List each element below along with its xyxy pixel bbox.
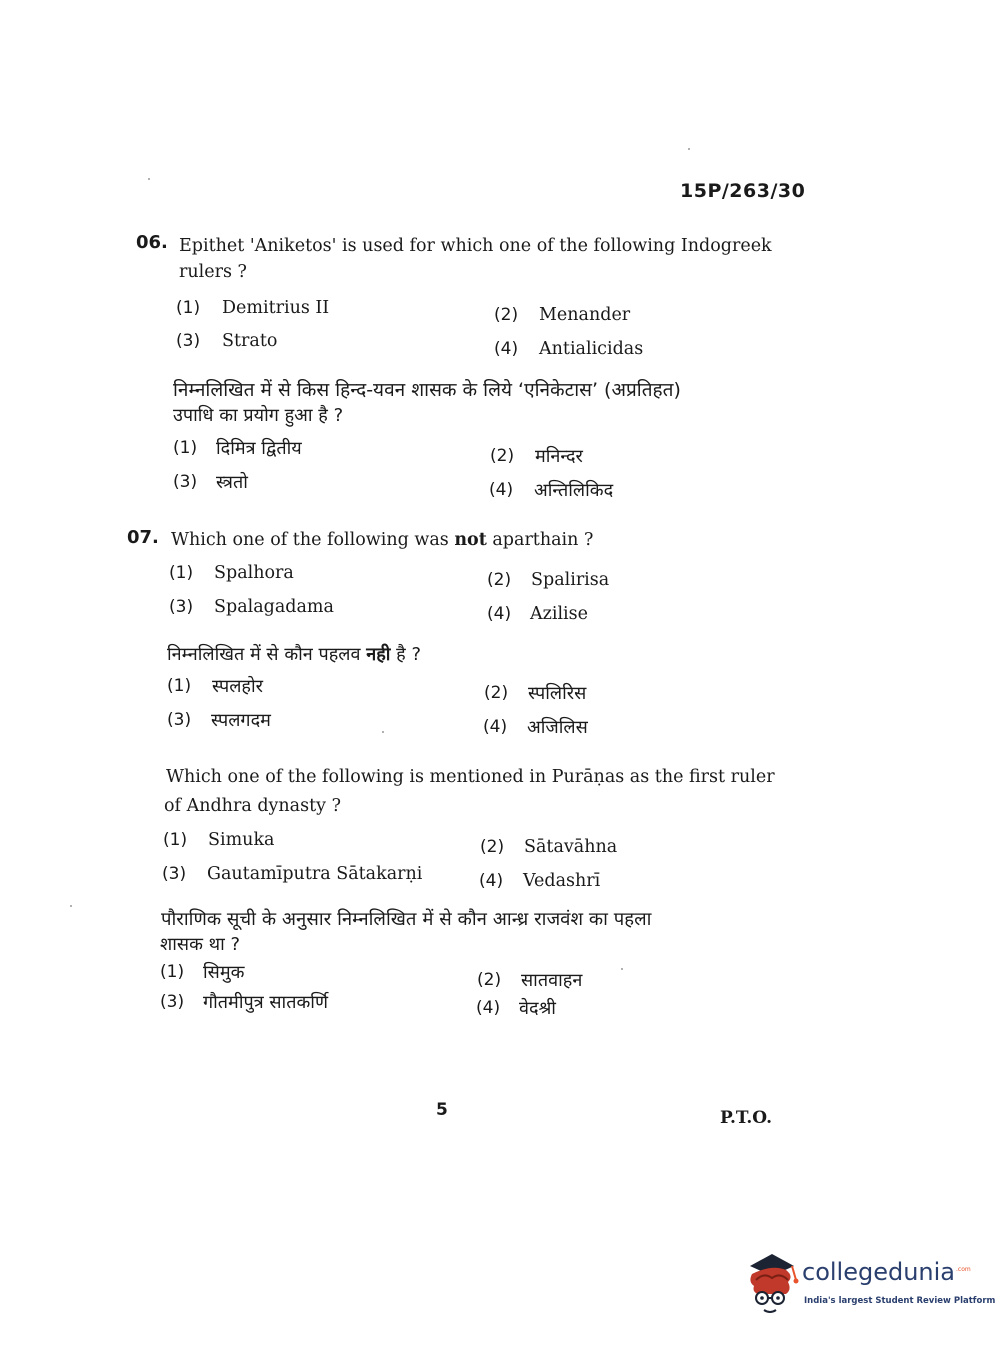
option-number: (4): [483, 717, 508, 737]
option-text: Antialicidas: [539, 339, 644, 359]
question-number: 07.: [127, 527, 159, 548]
option-text-hindi: अजिलिस: [527, 717, 588, 738]
option-number: (3): [162, 864, 187, 884]
option-text-hindi: स्पलहोर: [212, 676, 264, 697]
option-number: (3): [173, 472, 198, 492]
option-number: (1): [173, 438, 198, 458]
paper-code: 15P/263/30: [680, 180, 806, 202]
option-text-hindi: वेदश्री: [519, 998, 556, 1019]
option-text-hindi: सातवाहन: [521, 970, 583, 991]
option-text: Menander: [539, 305, 631, 325]
option-text: Vedashrī: [523, 871, 601, 891]
option-text-hindi: स्पलिरिस: [528, 683, 587, 704]
option-text: Azilise: [530, 604, 588, 624]
question-text: Which one of the following is mentioned in Purāṇas as the first ruler: [166, 767, 775, 787]
option-number: (2): [480, 837, 505, 857]
option-number: (2): [484, 683, 509, 703]
option-number: (4): [489, 480, 514, 500]
page-number: 5: [436, 1100, 448, 1120]
question-number: 06.: [136, 232, 168, 253]
option-number: (2): [494, 305, 519, 325]
collegedunia-logo: [742, 1252, 996, 1322]
option-number: (1): [176, 298, 201, 318]
question-text-hindi: निम्नलिखित में से किस हिन्द-यवन शासक के लिये ‘एनिकेटास’ (अप्रतिहत): [173, 379, 681, 401]
brand-suffix: .com: [956, 1266, 971, 1273]
option-text-hindi: सिमुक: [203, 962, 245, 983]
option-text: Gautamīputra Sātakarṇi: [207, 864, 423, 884]
option-text: Spalirisa: [531, 570, 610, 590]
option-text-hindi: मनिन्दर: [535, 446, 583, 467]
question-text: Epithet 'Aniketos' is used for which one of the following Indogreek: [179, 236, 772, 256]
question-text-hindi: पौराणिक सूची के अनुसार निम्नलिखित में से कौन आन्ध्र राजवंश का पहला: [161, 909, 652, 930]
option-number: (1): [163, 830, 188, 850]
question-text: of Andhra dynasty ?: [164, 796, 341, 816]
option-text: Sātavāhna: [524, 837, 618, 857]
option-text: Demitrius II: [222, 298, 330, 318]
option-number: (3): [167, 710, 192, 730]
option-number: (4): [476, 998, 501, 1018]
option-number: (3): [160, 992, 185, 1012]
option-number: (2): [490, 446, 515, 466]
question-text: Which one of the following was not aparthain ?: [171, 530, 594, 550]
option-text-hindi: स्त्रतो: [216, 472, 248, 493]
option-number: (3): [176, 331, 201, 351]
option-number: (4): [487, 604, 512, 624]
brand-name: collegedunia: [802, 1258, 956, 1286]
option-text: Spalhora: [214, 563, 294, 583]
option-number: (2): [477, 970, 502, 990]
question-text: rulers ?: [179, 262, 247, 282]
pto-label: P.T.O.: [720, 1108, 772, 1128]
option-text-hindi: स्पलगदम: [211, 710, 271, 731]
option-number: (4): [479, 871, 504, 891]
brand-tagline: India's largest Student Review Platform: [804, 1296, 996, 1306]
option-number: (1): [160, 962, 185, 982]
option-number: (3): [169, 597, 194, 617]
option-number: (1): [167, 676, 192, 696]
option-text-hindi: अन्तिलिकिद: [534, 480, 614, 501]
question-text-hindi: शासक था ?: [160, 934, 241, 955]
option-text: Strato: [222, 331, 278, 351]
option-text: Simuka: [208, 830, 275, 850]
option-number: (4): [494, 339, 519, 359]
option-number: (2): [487, 570, 512, 590]
option-text-hindi: गौतमीपुत्र सातकर्णि: [203, 992, 328, 1013]
option-text: Spalagadama: [214, 597, 334, 617]
question-text-hindi: उपाधि का प्रयोग हुआ है ?: [173, 405, 344, 426]
option-text-hindi: दिमित्र द्वितीय: [216, 438, 302, 459]
mascot-icon: [742, 1252, 802, 1318]
question-text-hindi: निम्नलिखित में से कौन पहलव नही है ?: [167, 644, 422, 665]
option-number: (1): [169, 563, 194, 583]
